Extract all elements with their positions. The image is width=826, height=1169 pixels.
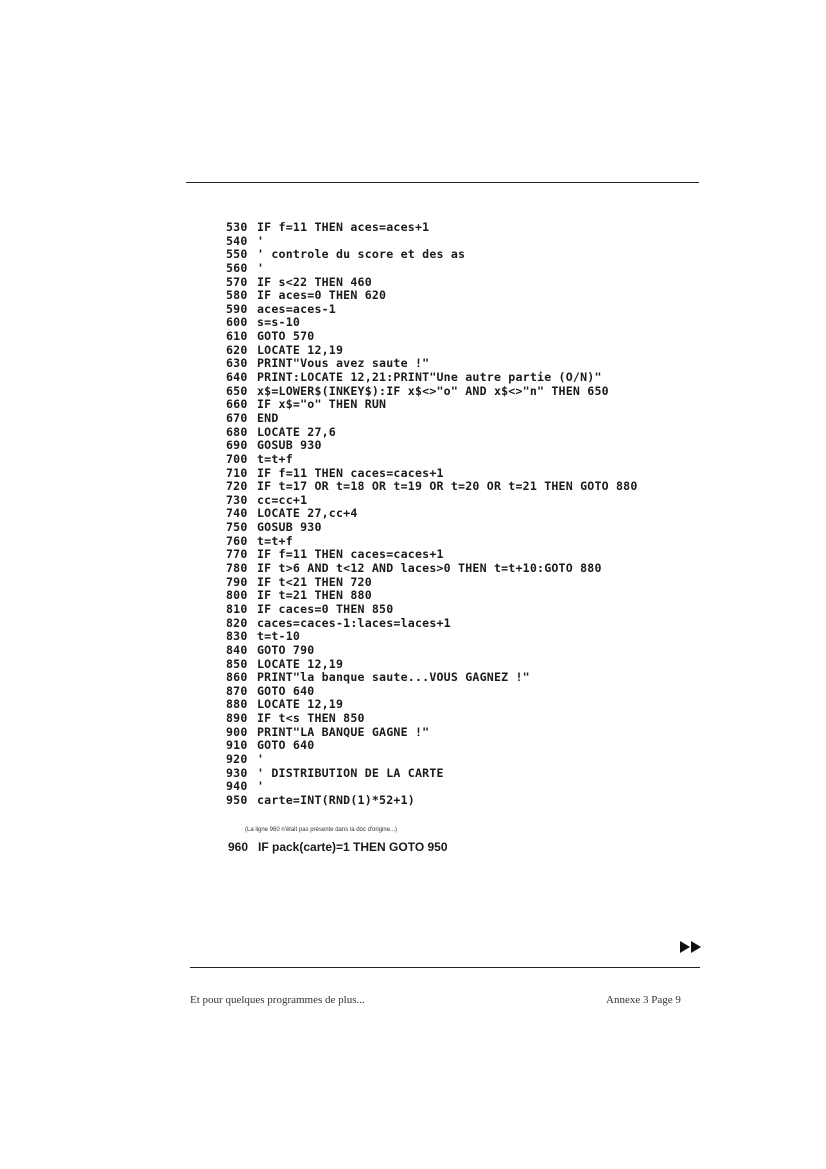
code-line-850 xyxy=(226,658,638,672)
line-code: ' xyxy=(257,751,265,766)
line-number: 630 xyxy=(226,356,248,371)
code-line-680 xyxy=(226,426,638,440)
code-line-660 xyxy=(226,398,638,412)
line-code: ' controle du score et des as xyxy=(257,247,466,262)
line-number: 870 xyxy=(226,683,248,698)
line-number: 820 xyxy=(226,615,248,630)
line-number: 950 xyxy=(226,792,248,807)
code-line-730 xyxy=(226,494,638,508)
line-code: IF f=11 THEN caces=caces+1 xyxy=(257,465,444,480)
code-line-810 xyxy=(226,603,638,617)
line-code: IF x$="o" THEN RUN xyxy=(257,397,387,412)
line-code: carte=INT(RND(1)*52+1) xyxy=(257,792,415,807)
line-number: 840 xyxy=(226,642,248,657)
code-line-760 xyxy=(226,535,638,549)
code-line-630 xyxy=(226,357,638,371)
code-line-790 xyxy=(226,576,638,590)
line-code: IF pack(carte)=1 THEN GOTO 950 xyxy=(258,840,448,854)
code-line-600 xyxy=(226,316,638,330)
fast-forward-icon xyxy=(680,941,702,953)
line-number: 540 xyxy=(226,233,248,248)
line-number: 890 xyxy=(226,711,248,726)
line-number: 860 xyxy=(226,670,248,685)
line-number: 640 xyxy=(226,370,248,385)
line-number: 730 xyxy=(226,492,248,507)
code-line-770 xyxy=(226,548,638,562)
line-number: 960 xyxy=(228,840,249,854)
line-number: 780 xyxy=(226,561,248,576)
code-line-930 xyxy=(226,767,638,781)
line-number: 620 xyxy=(226,342,248,357)
line-code: IF aces=0 THEN 620 xyxy=(257,288,387,303)
line-code: GOSUB 930 xyxy=(257,438,322,453)
code-line-830 xyxy=(226,630,638,644)
line-number: 710 xyxy=(226,465,248,480)
code-line-700 xyxy=(226,453,638,467)
code-line-740 xyxy=(226,507,638,521)
line-number: 580 xyxy=(226,288,248,303)
code-line-940 xyxy=(226,780,638,794)
code-line-570 xyxy=(226,276,638,290)
footer-page-number: Annexe 3 Page 9 xyxy=(606,994,681,1006)
line-number: 680 xyxy=(226,424,248,439)
line-number: 530 xyxy=(226,220,248,234)
line-number: 830 xyxy=(226,629,248,644)
line-code: LOCATE 12,19 xyxy=(257,697,344,712)
line-code: GOTO 640 xyxy=(257,738,315,753)
code-line-900 xyxy=(226,726,638,740)
line-number: 740 xyxy=(226,506,248,521)
code-line-610 xyxy=(226,330,638,344)
basic-code-listing xyxy=(226,221,638,808)
line-number: 570 xyxy=(226,274,248,289)
line-number: 900 xyxy=(226,724,248,739)
line-number: 610 xyxy=(226,329,248,344)
line-number: 880 xyxy=(226,697,248,712)
code-line-820 xyxy=(226,617,638,631)
line-number: 800 xyxy=(226,588,248,603)
line-number: 560 xyxy=(226,260,248,275)
line-code: LOCATE 27,cc+4 xyxy=(257,506,358,521)
line-number: 930 xyxy=(226,765,248,780)
line-code: GOTO 790 xyxy=(257,642,315,657)
code-line-960 xyxy=(228,840,448,854)
code-line-590 xyxy=(226,303,638,317)
line-number: 550 xyxy=(226,247,248,262)
line-number: 590 xyxy=(226,301,248,316)
line-code: aces=aces-1 xyxy=(257,301,336,316)
line-number: 750 xyxy=(226,520,248,535)
top-divider xyxy=(186,182,699,183)
line-code: s=s-10 xyxy=(257,315,301,330)
line-code: t=t+f xyxy=(257,533,293,548)
code-line-920 xyxy=(226,753,638,767)
line-code: ' xyxy=(257,260,265,275)
code-line-750 xyxy=(226,521,638,535)
line-code: LOCATE 27,6 xyxy=(257,424,336,439)
line-code: IF f=11 THEN aces=aces+1 xyxy=(257,220,430,234)
code-line-540 xyxy=(226,235,638,249)
code-line-950 xyxy=(226,794,638,808)
code-line-640 xyxy=(226,371,638,385)
line-code: IF t<21 THEN 720 xyxy=(257,574,372,589)
line-code: IF t=17 OR t=18 OR t=19 OR t=20 OR t=21 THEN GOTO 880 xyxy=(257,479,638,494)
code-line-690 xyxy=(226,439,638,453)
line-code: PRINT"la banque saute...VOUS GAGNEZ !" xyxy=(257,670,530,685)
line-code: cc=cc+1 xyxy=(257,492,308,507)
line-number: 790 xyxy=(226,574,248,589)
code-line-620 xyxy=(226,344,638,358)
line-number: 920 xyxy=(226,751,248,766)
footer-book-title: Et pour quelques programmes de plus... xyxy=(190,994,365,1006)
code-line-560 xyxy=(226,262,638,276)
code-line-910 xyxy=(226,739,638,753)
code-line-580 xyxy=(226,289,638,303)
line-code: ' xyxy=(257,779,265,794)
line-number: 600 xyxy=(226,315,248,330)
line-number: 770 xyxy=(226,547,248,562)
line-number: 810 xyxy=(226,601,248,616)
line-code: t=t+f xyxy=(257,451,293,466)
line-code: IF caces=0 THEN 850 xyxy=(257,601,394,616)
code-line-870 xyxy=(226,685,638,699)
line-number: 720 xyxy=(226,479,248,494)
line-code: ' DISTRIBUTION DE LA CARTE xyxy=(257,765,444,780)
line-code: PRINT"Vous avez saute !" xyxy=(257,356,430,371)
line-code: t=t-10 xyxy=(257,629,301,644)
code-line-800 xyxy=(226,589,638,603)
line-number: 850 xyxy=(226,656,248,671)
line-code: PRINT"LA BANQUE GAGNE !" xyxy=(257,724,430,739)
line-number: 660 xyxy=(226,397,248,412)
bottom-divider xyxy=(190,967,700,968)
code-line-720 xyxy=(226,480,638,494)
line-number: 760 xyxy=(226,533,248,548)
line-code: GOTO 570 xyxy=(257,329,315,344)
line-code: x$=LOWER$(INKEY$):IF x$<>"o" AND x$<>"n" THEN 650 xyxy=(257,383,609,398)
line-code: PRINT:LOCATE 12,21:PRINT"Une autre partie (O/N)" xyxy=(257,370,602,385)
code-line-650 xyxy=(226,385,638,399)
code-line-890 xyxy=(226,712,638,726)
code-line-880 xyxy=(226,698,638,712)
code-line-550 xyxy=(226,248,638,262)
line-number: 910 xyxy=(226,738,248,753)
line-number: 670 xyxy=(226,410,248,425)
line-number: 650 xyxy=(226,383,248,398)
line-code: IF t>6 AND t<12 AND laces>0 THEN t=t+10:GOTO 880 xyxy=(257,561,602,576)
line-code: LOCATE 12,19 xyxy=(257,656,344,671)
line-number: 700 xyxy=(226,451,248,466)
line-number: 940 xyxy=(226,779,248,794)
line-code: caces=caces-1:laces=laces+1 xyxy=(257,615,451,630)
line-code: END xyxy=(257,410,279,425)
line-code: IF f=11 THEN caces=caces+1 xyxy=(257,547,444,562)
line-code: ' xyxy=(257,233,265,248)
code-line-780 xyxy=(226,562,638,576)
line-code: LOCATE 12,19 xyxy=(257,342,344,357)
line-code: GOSUB 930 xyxy=(257,520,322,535)
line-code: IF t=21 THEN 880 xyxy=(257,588,372,603)
line-code: IF t<s THEN 850 xyxy=(257,711,365,726)
line-code: IF s<22 THEN 460 xyxy=(257,274,372,289)
code-line-710 xyxy=(226,467,638,481)
code-line-840 xyxy=(226,644,638,658)
editor-note: (La ligne 960 n'était pas présente dans la doc d'origine...) xyxy=(245,827,398,833)
code-line-670 xyxy=(226,412,638,426)
line-number: 690 xyxy=(226,438,248,453)
code-line-530 xyxy=(226,221,638,235)
code-line-860 xyxy=(226,671,638,685)
line-code: GOTO 640 xyxy=(257,683,315,698)
